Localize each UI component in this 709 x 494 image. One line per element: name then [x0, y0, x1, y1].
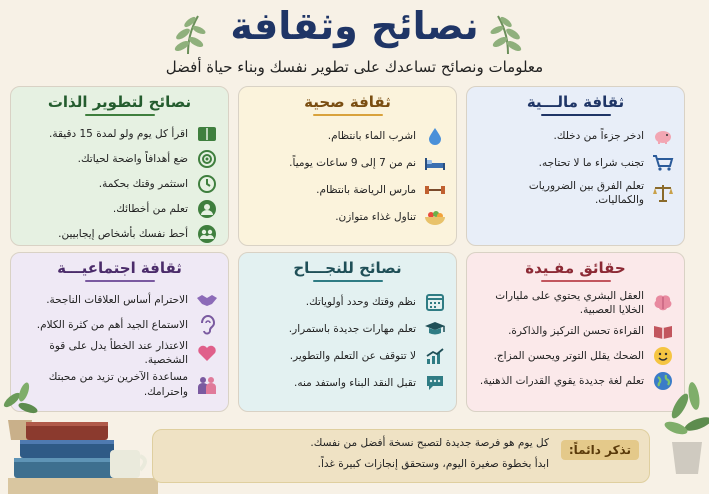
open-book-icon	[652, 320, 674, 342]
clock-icon	[196, 173, 218, 195]
list-item: الضحك يقلل التوتر ويحسن المزاج.	[477, 345, 674, 367]
list-item: تعلم من أخطائك.	[21, 198, 218, 220]
book-icon	[196, 123, 218, 145]
card-health	[238, 86, 457, 246]
list-item: القراءة تحسن التركيز والذاكرة.	[477, 320, 674, 342]
list-item: الاستماع الجيد أهم من كثرة الكلام.	[21, 314, 218, 336]
target-icon	[196, 148, 218, 170]
brain-icon	[652, 292, 674, 314]
smile-icon	[652, 345, 674, 367]
helping-people-icon	[196, 374, 218, 396]
list-item: نم من 7 إلى 9 ساعات يومياً.	[249, 152, 446, 174]
list-item: اقرأ كل يوم ولو لمدة 15 دقيقة.	[21, 123, 218, 145]
list-item: تقبل النقد البناء واستفد منه.	[249, 372, 446, 394]
card-finance	[466, 86, 685, 246]
growth-chart-icon	[424, 345, 446, 367]
list-item: تناول غذاء متوازن.	[249, 206, 446, 228]
list-item: نظم وقتك وحدد أولوياتك.	[249, 291, 446, 313]
reminder-line-2: ابدأ بخطوة صغيرة اليوم، وستحقق إنجازات كبيرة غداً.	[317, 458, 549, 470]
list-item: استثمر وقتك بحكمة.	[21, 173, 218, 195]
card-self-development	[10, 86, 229, 246]
card-title: ثقافة مالـــية	[477, 93, 674, 120]
page-title: نصائح وثقافة	[230, 4, 479, 48]
card-useful-facts	[466, 252, 685, 412]
plant-icon	[664, 366, 709, 476]
reminder-box	[152, 429, 650, 483]
card-title: نصائح للنجـــاح	[249, 259, 446, 286]
list-item: تعلم مهارات جديدة باستمرار.	[249, 318, 446, 340]
reminder-label: تذكر دائماً:	[561, 440, 639, 460]
food-bowl-icon	[424, 206, 446, 228]
bed-icon	[424, 152, 446, 174]
ear-icon	[196, 314, 218, 336]
piggy-bank-icon	[652, 125, 674, 147]
card-title: نصائح لتطوير الذات	[21, 93, 218, 120]
olive-branch-icon	[488, 12, 528, 56]
card-social-culture	[10, 252, 229, 412]
list-item: مارس الرياضة بانتظام.	[249, 179, 446, 201]
people-icon	[196, 223, 218, 245]
calendar-icon	[424, 291, 446, 313]
list-item: تعلم لغة جديدة يقوي القدرات الذهنية.	[477, 370, 674, 392]
list-item: العقل البشري يحتوي على مليارات الخلايا العصبية.	[477, 289, 674, 317]
person-icon	[196, 198, 218, 220]
reminder-line-1: كل يوم هو فرصة جديدة لتصبح نسخة أفضل من نفسك.	[310, 437, 549, 449]
scales-icon	[652, 182, 674, 204]
dumbbell-icon	[424, 179, 446, 201]
list-item: تعلم الفرق بين الضروريات والكماليات.	[477, 179, 674, 207]
list-item: أحط نفسك بأشخاص إيجابيين.	[21, 223, 218, 245]
card-success-tips	[238, 252, 457, 412]
books-and-mug-icon	[8, 410, 158, 494]
list-item: ادخر جزءاً من دخلك.	[477, 125, 674, 147]
card-title: حقائق مفـيدة	[477, 259, 674, 286]
list-item: لا تتوقف عن التعلم والتطوير.	[249, 345, 446, 367]
list-item: مساعدة الآخرين تزيد من محبتك واحترامك.	[21, 370, 218, 398]
list-item: الاحترام أساس العلاقات الناجحة.	[21, 289, 218, 311]
heart-icon	[196, 342, 218, 364]
list-item: الاعتذار عند الخطأ يدل على قوة الشخصية.	[21, 339, 218, 367]
water-drop-icon	[424, 125, 446, 147]
list-item: تجنب شراء ما لا تحتاجه.	[477, 152, 674, 174]
card-title: ثقافة اجتماعيـــة	[21, 259, 218, 286]
handshake-icon	[196, 289, 218, 311]
card-title: ثقافة صحية	[249, 93, 446, 120]
olive-branch-icon	[168, 12, 208, 56]
page-subtitle: معلومات ونصائح تساعدك على تطوير نفسك وبناء حياة أفضل	[165, 58, 544, 76]
chat-bubble-icon	[424, 372, 446, 394]
graduation-cap-icon	[424, 318, 446, 340]
shopping-cart-icon	[652, 152, 674, 174]
list-item: اشرب الماء بانتظام.	[249, 125, 446, 147]
list-item: ضع أهدافاً واضحة لحياتك.	[21, 148, 218, 170]
